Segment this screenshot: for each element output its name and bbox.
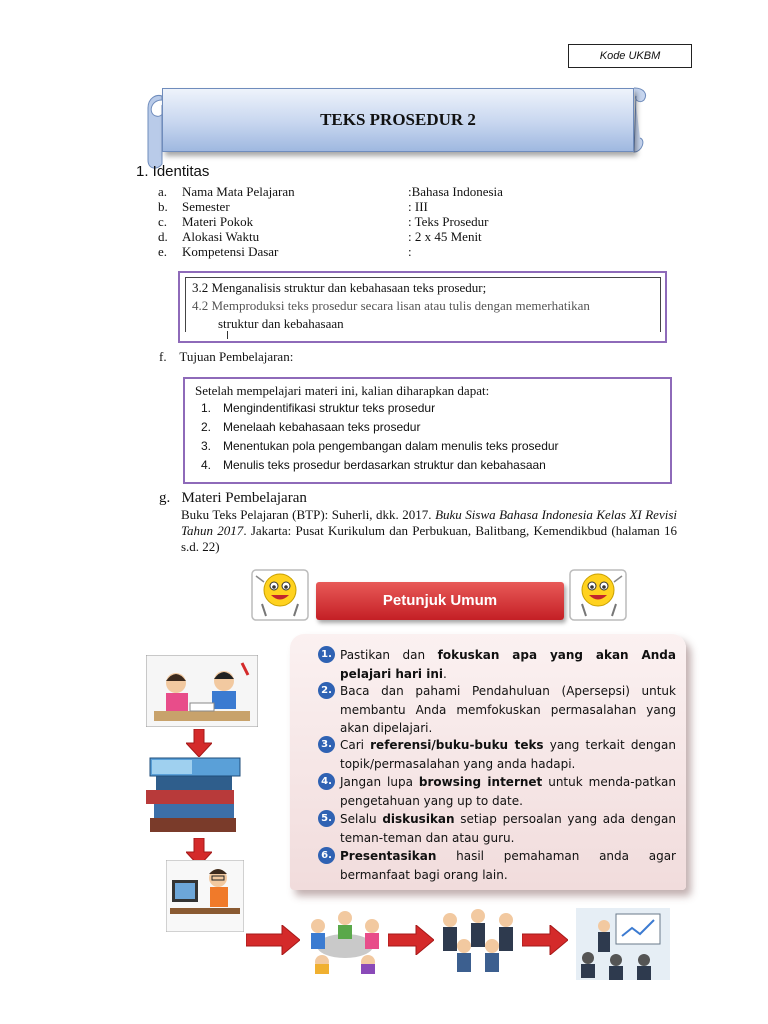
list-item: [321, 646, 676, 683]
computer-user-image: [166, 860, 244, 932]
item-emphasis: Presentasikan: [340, 849, 437, 863]
smiley-sign-left: [250, 566, 314, 643]
kompetensi-line-3: struktur dan kebahasaan: [218, 316, 344, 331]
group-discussion-image: [302, 908, 388, 974]
list-item: [201, 420, 420, 434]
kompetensi-text: [185, 277, 661, 332]
smiley-sign-right: [566, 566, 630, 643]
item-text: Mengindentifikasi struktur teks prosedur: [223, 401, 436, 415]
row-value: : 2 x 45 Menit: [408, 229, 482, 244]
identitas-row: [158, 229, 538, 244]
kompetensi-box: [178, 271, 667, 343]
materi-heading: g. Materi Pembelajaran: [159, 490, 307, 506]
materi-text: . Jakarta: Pusat Kurikulum dan Perbukuan, Balitbang, Kemendikbud (halaman 16 s.d. 22): [181, 523, 678, 554]
item-emphasis: fokuskan apa yang akan Anda pelajari hari ini: [340, 648, 676, 681]
smiley-icon: [566, 566, 630, 638]
row-key: Alokasi Waktu: [182, 229, 260, 244]
divider: [227, 331, 228, 339]
item-text: Menulis teks prosedur berdasarkan struktur dan kebahasaan: [223, 458, 546, 472]
right-arrow-icon: [388, 925, 434, 960]
identitas-row: [158, 214, 538, 229]
row-letter: c.: [158, 214, 168, 229]
item-emphasis: browsing internet: [418, 775, 543, 789]
identitas-row: [158, 244, 538, 259]
identitas-row: [158, 199, 538, 214]
number-badge: 3.: [318, 736, 335, 753]
number-badge: 2.: [318, 682, 335, 699]
row-value: :: [408, 244, 412, 259]
tujuan-box: [183, 377, 672, 484]
identitas-row: [158, 184, 538, 199]
item-text: Pastikan dan: [340, 648, 438, 662]
item-text: setiap persoalan yang ada dengan teman-teman dan atau guru.: [340, 812, 676, 845]
students-studying-image: [146, 655, 258, 727]
row-value: : III: [408, 199, 428, 214]
page-title: TEKS PROSEDUR 2: [320, 110, 476, 129]
row-key: Semester: [182, 199, 230, 214]
row-letter: e.: [158, 244, 168, 259]
list-item: [321, 847, 676, 884]
item-text: Cari: [340, 738, 371, 752]
item-text: Jangan lupa: [340, 775, 419, 789]
item-text: hasil pemahaman anda agar bermanfaat bagi orang lain.: [340, 849, 676, 882]
number-badge: 6.: [318, 847, 335, 864]
row-value: : Teks Prosedur: [408, 214, 489, 229]
item-text: yang terkait dengan topik/permasalahan yang anda hadapi.: [340, 738, 676, 771]
list-item: [201, 439, 559, 453]
row-letter: a.: [158, 184, 168, 199]
kompetensi-line-2: 4.2 Memproduksi teks prosedur secara lisan atau tulis dengan memerhatikan: [192, 298, 590, 313]
list-item: [201, 401, 435, 415]
item-text: .: [442, 666, 447, 681]
item-number: 4.: [201, 458, 212, 472]
title-banner: [140, 80, 650, 172]
team-people-image: [436, 906, 520, 972]
identitas-heading: 1. Identitas: [136, 163, 210, 180]
row-letter: b.: [158, 199, 168, 214]
petunjuk-panel: [290, 634, 686, 890]
item-number: 2.: [201, 420, 212, 434]
number-badge: 5.: [318, 810, 335, 827]
materi-text: Buku Teks Pelajaran (BTP): Suherli, dkk. 2017.: [181, 507, 436, 522]
right-arrow-icon: [522, 925, 568, 960]
item-text: Menelaah kebahasaan teks prosedur: [223, 420, 421, 434]
item-text: Baca dan pahami Pendahuluan (Apersepsi) untuk membantu Anda memfokuskan permasalahan yang akan dipelajari.: [340, 684, 676, 735]
item-text: untuk menda-patkan pengetahuan yang up to date.: [340, 775, 676, 808]
item-emphasis: referensi/buku-buku teks: [370, 738, 544, 752]
books-stack-image: [140, 752, 244, 838]
row-key: Kompetensi Dasar: [182, 244, 279, 259]
row-value: :Bahasa Indonesia: [408, 184, 503, 199]
petunjuk-banner: [316, 582, 564, 622]
right-arrow-icon: [246, 925, 300, 960]
tujuan-intro: Setelah mempelajari materi ini, kalian diharapkan dapat:: [195, 383, 490, 398]
smiley-icon: [250, 566, 314, 638]
list-item: [321, 682, 676, 738]
tujuan-label: f. Tujuan Pembelajaran:: [159, 349, 294, 364]
list-item: [321, 773, 676, 810]
list-item: [321, 810, 676, 847]
item-text: Selalu: [340, 812, 383, 826]
book-title: Buku Siswa Bahasa Indonesia Kelas XI Revisi Tahun 2017: [181, 507, 678, 538]
list-item: [201, 458, 546, 472]
materi-body: [181, 507, 677, 555]
number-badge: 4.: [318, 773, 335, 790]
item-text: Menentukan pola pengembangan dalam menulis teks prosedur: [223, 439, 559, 453]
kompetensi-line-1: 3.2 Menganalisis struktur dan kebahasaan teks prosedur;: [192, 280, 487, 295]
petunjuk-title: Petunjuk Umum: [382, 592, 498, 609]
item-emphasis: diskusikan: [382, 812, 455, 826]
kode-ukbm-box: Kode UKBM: [568, 44, 692, 68]
list-item: [321, 736, 676, 773]
row-letter: d.: [158, 229, 168, 244]
item-number: 3.: [201, 439, 212, 453]
number-badge: 1.: [318, 646, 335, 663]
item-number: 1.: [201, 401, 212, 415]
row-key: Materi Pokok: [182, 214, 254, 229]
row-key: Nama Mata Pelajaran: [182, 184, 295, 199]
presentation-image: [576, 908, 670, 980]
